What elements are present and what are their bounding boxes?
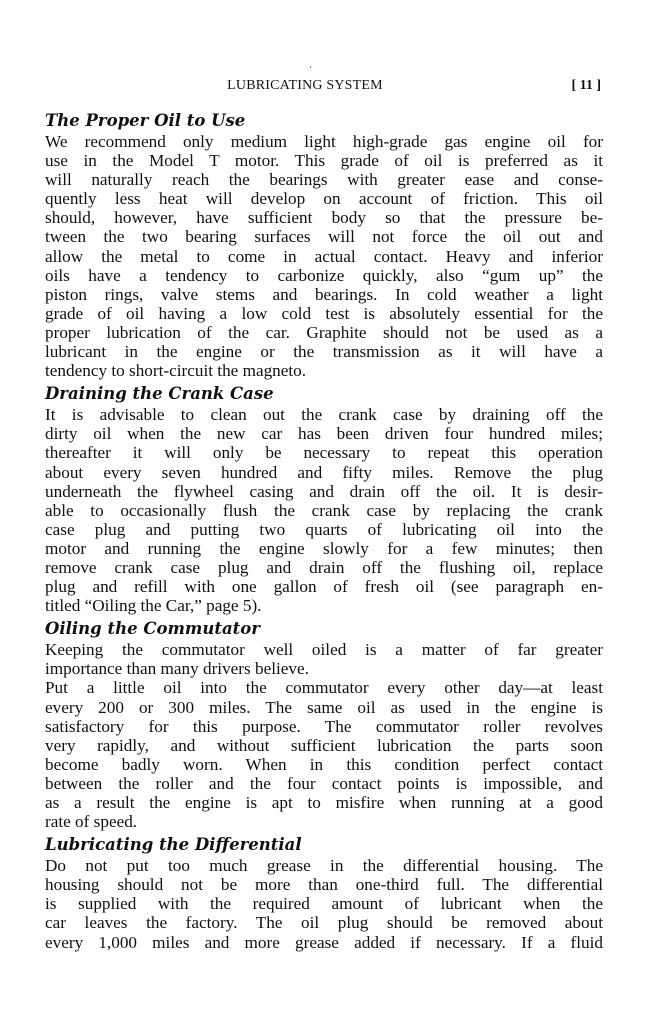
- text-line: plug and refill with one gallon of fresh oil (see paragraph en-: [45, 577, 603, 597]
- text-line: Keeping the commutator well oiled is a matter of far greater: [45, 640, 603, 660]
- section-heading: Lubricating the Differential: [45, 835, 302, 855]
- text-line: is supplied with the required amount of lubricant when the: [45, 894, 603, 914]
- text-line: We recommend only medium light high-grade gas engine oil for: [45, 132, 603, 151]
- page-content: [45, 110, 603, 952]
- section-heading: Oiling the Commutator: [45, 619, 260, 639]
- text-line: very rapidly, and without sufficient lubrication the parts soon: [45, 735, 603, 755]
- paragraph: [45, 678, 603, 831]
- text-line: tween the two bearing surfaces will not force the oil out and: [45, 227, 603, 247]
- running-title: LUBRICATING SYSTEM: [227, 78, 383, 93]
- text-line: dirty oil when the new car has been driven four hundred miles;: [45, 424, 603, 444]
- text-line: as a result the engine is apt to misfire when running at a good: [45, 793, 603, 812]
- running-header: [45, 78, 603, 98]
- text-line: lubricant in the engine or the transmission as it will have a: [45, 342, 603, 362]
- text-line: about every seven hundred and fifty miles. Remove the plug: [45, 462, 603, 482]
- text-line: motor and running the engine slowly for a few minutes; then: [45, 538, 603, 558]
- text-line: thereafter it will only be necessary to repeat this operation: [45, 443, 603, 463]
- text-line: will naturally reach the bearings with greater ease and conse-: [45, 170, 603, 190]
- text-line: between the roller and the four contact points is impossible, and: [45, 773, 603, 793]
- text-line: It is advisable to clean out the crank case by draining off the: [45, 405, 603, 425]
- text-line: able to occasionally flush the crank case by replacing the crank: [45, 500, 603, 520]
- paragraph: [45, 640, 603, 678]
- text-line: tendency to short-circuit the magneto.: [45, 361, 307, 381]
- scan-speck: [310, 66, 311, 68]
- text-line: car leaves the factory. The oil plug should be removed about: [45, 913, 603, 933]
- text-line: quently less heat will develop on account of friction. This oil: [45, 189, 603, 209]
- section-proper-oil: [45, 110, 603, 380]
- paragraph: [45, 132, 603, 380]
- text-line: oils have a tendency to carbonize quickly, also “gum up” the: [45, 265, 603, 285]
- text-line: become badly worn. When in this condition perfect contact: [45, 754, 603, 774]
- text-line: should, however, have sufficient body so that the pressure be-: [45, 208, 603, 228]
- text-line: every 1,000 miles and more grease added if necessary. If a fluid: [45, 932, 603, 952]
- text-line: use in the Model T motor. This grade of oil is preferred as it: [45, 151, 603, 171]
- paragraph: [45, 405, 603, 615]
- text-line: Do not put too much grease in the differential housing. The: [45, 856, 603, 876]
- section-heading: The Proper Oil to Use: [45, 111, 246, 130]
- paragraph: [45, 856, 603, 951]
- text-line: satisfactory for this purpose. The commutator roller revolves: [45, 716, 603, 736]
- text-line: titled “Oiling the Car,” page 5).: [45, 596, 262, 616]
- text-line: every 200 or 300 miles. The same oil as used in the engine is: [45, 697, 603, 717]
- section-lubricating-differential: [45, 834, 603, 951]
- text-line: rate of speed.: [45, 812, 138, 832]
- section-oiling-commutator: [45, 618, 603, 831]
- text-line: housing should not be more than one-third full. The differential: [45, 875, 603, 895]
- text-line: proper lubrication of the car. Graphite should not be used as a: [45, 322, 603, 342]
- text-line: case plug and putting two quarts of lubricating oil into the: [45, 519, 603, 539]
- text-line: Put a little oil into the commutator every other day—at least: [45, 678, 603, 698]
- text-line: underneath the flywheel casing and drain off the oil. It is desir-: [45, 481, 603, 501]
- text-line: grade of oil having a low cold test is absolutely essential for the: [45, 303, 603, 323]
- section-draining-crank-case: [45, 383, 603, 615]
- text-line: remove crank case plug and drain off the flushing oil, replace: [45, 557, 603, 577]
- section-heading: Draining the Crank Case: [45, 384, 274, 404]
- text-line: piston rings, valve stems and bearings. In cold weather a light: [45, 284, 603, 304]
- text-line: importance than many drivers believe.: [45, 659, 309, 679]
- text-line: allow the metal to come in actual contact. Heavy and inferior: [45, 246, 603, 266]
- page-number: [ 11 ]: [571, 78, 601, 93]
